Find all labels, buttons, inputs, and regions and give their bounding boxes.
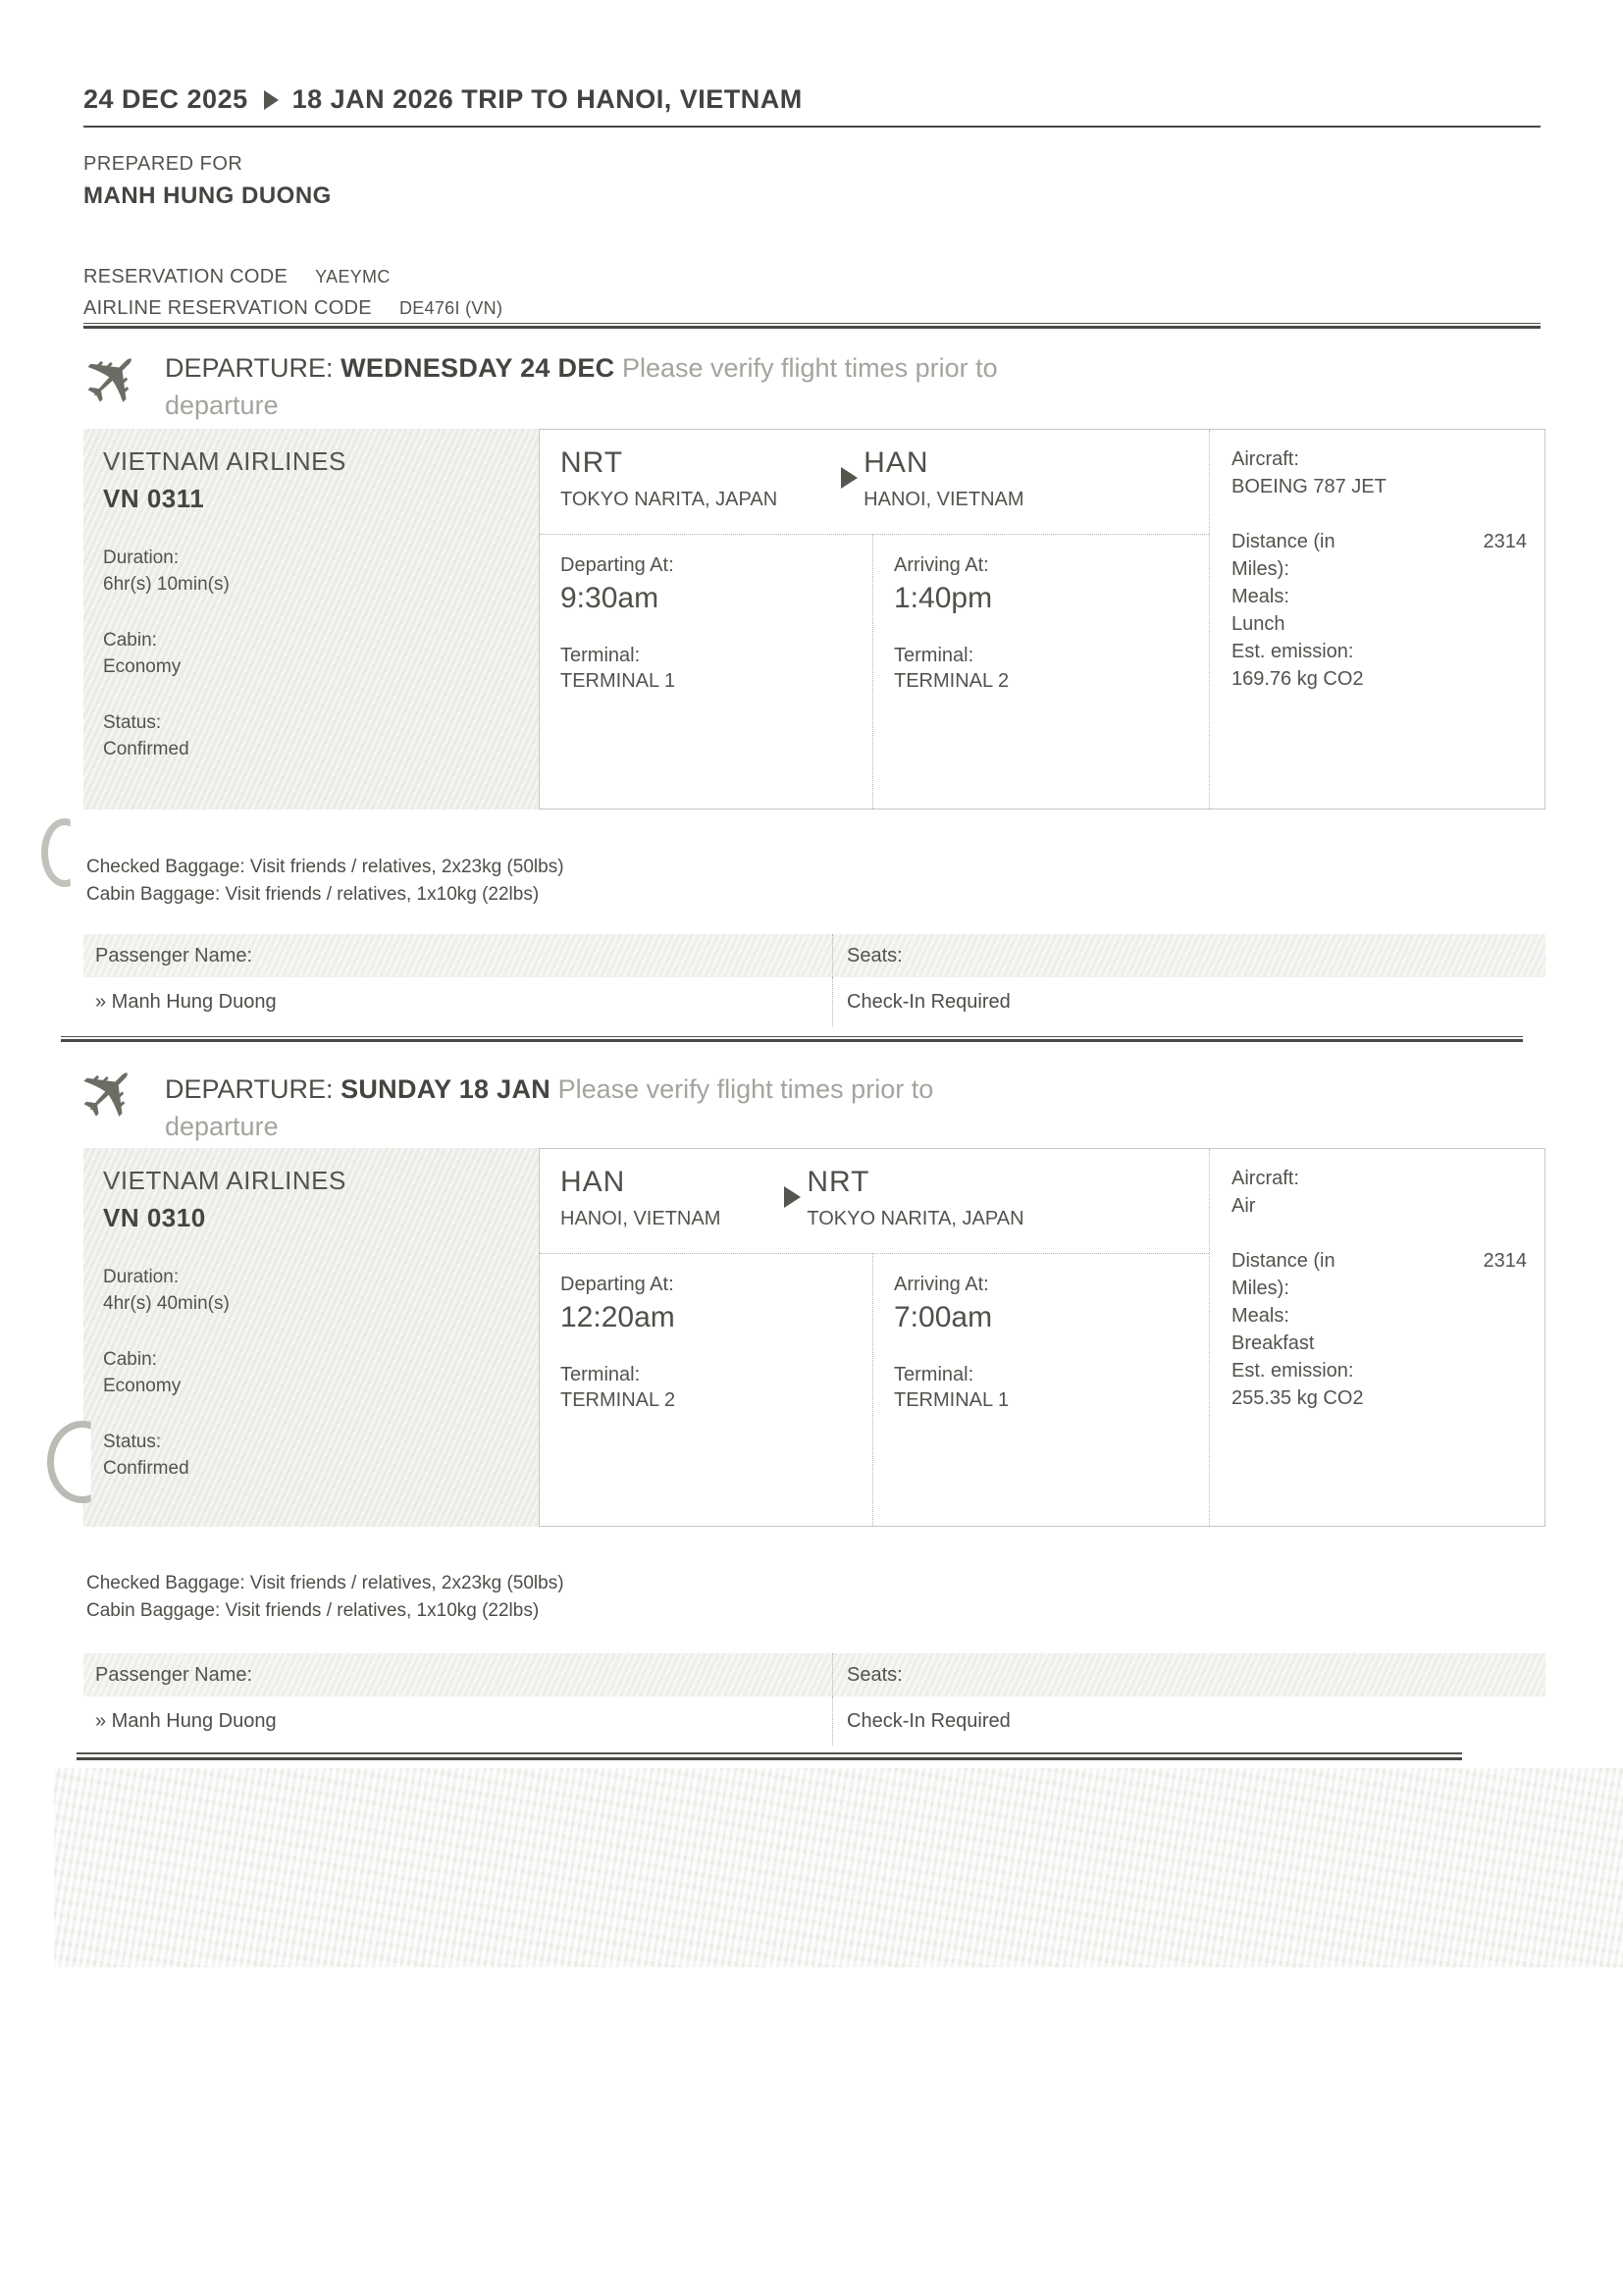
checked-baggage-line: Checked Baggage: Visit friends / relatives, 2x23kg (50lbs) <box>86 1573 564 1593</box>
airline-reservation-code-value: DE476I (VN) <box>398 298 503 318</box>
reservation-code-line <box>83 266 391 288</box>
cabin-label: Cabin: <box>103 1349 157 1370</box>
airline-name: VIETNAM AIRLINES <box>103 446 346 476</box>
aircraft-label: Aircraft: <box>1231 1168 1299 1189</box>
arriving-terminal-label: Terminal: <box>894 1364 974 1385</box>
passenger-table-row <box>83 977 1545 1026</box>
distance-label-line2: Miles): <box>1231 1278 1289 1299</box>
cabin-fact <box>103 1346 519 1399</box>
flight-summary-panel <box>83 1148 539 1527</box>
seats-header: Seats: <box>832 934 1545 977</box>
destination-airport <box>807 1165 1023 1231</box>
trip-end-date-and-destination: 18 JAN 2026 TRIP TO HANOI, VIETNAM <box>291 84 803 114</box>
destination-code: HAN <box>864 446 929 479</box>
departing-box <box>540 1254 872 1526</box>
traveler-name: MANH HUNG DUONG <box>83 183 332 209</box>
flight-detail-panel <box>539 429 1545 809</box>
passenger-table <box>83 934 1545 1026</box>
airline-name: VIETNAM AIRLINES <box>103 1166 346 1195</box>
meals-label: Meals: <box>1231 586 1289 607</box>
flight-summary-panel <box>83 429 539 809</box>
aircraft-info <box>1209 1149 1544 1526</box>
duration-label: Duration: <box>103 548 180 568</box>
meals-value: Breakfast <box>1231 1332 1315 1354</box>
page-title <box>83 84 803 115</box>
emission-value: 169.76 kg CO2 <box>1231 668 1364 690</box>
cabin-value: Economy <box>103 656 182 677</box>
meals-value: Lunch <box>1231 613 1285 635</box>
duration-fact <box>103 545 519 598</box>
times-row <box>540 1253 1209 1526</box>
arriving-terminal-label: Terminal: <box>894 645 974 666</box>
arriving-box <box>872 1254 1209 1526</box>
passenger-table-header <box>83 934 1545 977</box>
departing-terminal: TERMINAL 1 <box>560 670 676 692</box>
origin-code: NRT <box>560 446 624 479</box>
prepared-for-label: PREPARED FOR <box>83 153 243 175</box>
route-and-times <box>540 430 1209 809</box>
distance-value: 2314 <box>1483 531 1527 552</box>
passenger-table <box>83 1653 1545 1746</box>
duration-label: Duration: <box>103 1267 180 1287</box>
distance-row <box>1231 528 1527 555</box>
times-row <box>540 534 1209 809</box>
duration-fact <box>103 1264 519 1317</box>
meals-label: Meals: <box>1231 1305 1289 1327</box>
status-value: Confirmed <box>103 1458 189 1479</box>
departing-box <box>540 535 872 809</box>
checked-baggage-line: Checked Baggage: Visit friends / relatives, 2x23kg (50lbs) <box>86 857 564 877</box>
arriving-terminal: TERMINAL 2 <box>894 670 1010 692</box>
document-end-divider <box>77 1752 1462 1760</box>
reservation-code-label: RESERVATION CODE <box>83 266 288 287</box>
duration-value: 4hr(s) 40min(s) <box>103 1293 230 1314</box>
baggage-info <box>86 1570 1460 1625</box>
flight-card <box>83 429 1545 809</box>
departing-terminal: TERMINAL 2 <box>560 1389 676 1411</box>
passenger-name-value: » Manh Hung Duong <box>95 991 277 1013</box>
verify-note-line2: departure <box>165 391 279 420</box>
departing-time: 12:20am <box>560 1301 675 1333</box>
flight-number: VN 0311 <box>103 484 205 513</box>
verify-note-line2: departure <box>165 1112 279 1141</box>
aircraft-info <box>1209 430 1544 809</box>
arriving-time: 7:00am <box>894 1301 993 1333</box>
scan-artifact <box>41 818 88 887</box>
airline-reservation-code-line <box>83 297 502 320</box>
route-arrow-icon <box>784 1186 801 1208</box>
departing-terminal-label: Terminal: <box>560 1364 641 1385</box>
origin-code: HAN <box>560 1166 626 1198</box>
distance-row <box>1231 1247 1527 1275</box>
passenger-table-row <box>83 1696 1545 1746</box>
seats-header: Seats: <box>832 1653 1545 1696</box>
passenger-table-header <box>83 1653 1545 1696</box>
route-arrow-icon <box>841 467 858 489</box>
status-value: Confirmed <box>103 739 189 759</box>
title-arrow-icon <box>264 90 279 110</box>
airline-reservation-code-label: AIRLINE RESERVATION CODE <box>83 297 372 319</box>
cabin-label: Cabin: <box>103 630 157 651</box>
departing-time: 9:30am <box>560 582 659 614</box>
airplane-icon: ✈ <box>59 1042 160 1143</box>
duration-value: 6hr(s) 10min(s) <box>103 574 230 595</box>
origin-airport <box>560 1165 720 1231</box>
scan-noise-band <box>54 1768 1623 1967</box>
departure-heading <box>165 349 1391 424</box>
distance-label-line2: Miles): <box>1231 558 1289 580</box>
departure-date: SUNDAY 18 JAN <box>340 1074 551 1104</box>
status-label: Status: <box>103 712 162 733</box>
airplane-icon: ✈ <box>63 328 164 429</box>
title-divider <box>83 126 1541 128</box>
route-row <box>540 430 1209 534</box>
cabin-baggage-line: Cabin Baggage: Visit friends / relatives, 1x10kg (22lbs) <box>86 884 540 905</box>
departure-heading <box>165 1070 1391 1145</box>
baggage-info <box>86 854 1460 909</box>
arriving-box <box>872 535 1209 809</box>
distance-label: Distance (in <box>1231 1250 1335 1272</box>
seats-value: Check-In Required <box>832 1696 1545 1746</box>
destination-airport <box>864 445 1023 512</box>
destination-city: TOKYO NARITA, JAPAN <box>807 1208 1024 1229</box>
passenger-name-header: Passenger Name: <box>95 1664 253 1686</box>
departure-date: WEDNESDAY 24 DEC <box>340 353 615 383</box>
seats-value: Check-In Required <box>832 977 1545 1026</box>
status-fact <box>103 709 519 762</box>
section-divider <box>61 1036 1523 1042</box>
flight-detail-panel <box>539 1148 1545 1527</box>
cabin-baggage-line: Cabin Baggage: Visit friends / relatives, 1x10kg (22lbs) <box>86 1600 540 1621</box>
departure-label: DEPARTURE: <box>165 353 334 383</box>
section-divider <box>83 323 1541 329</box>
status-fact <box>103 1429 519 1482</box>
arriving-terminal: TERMINAL 1 <box>894 1389 1010 1411</box>
arriving-time: 1:40pm <box>894 582 993 614</box>
status-label: Status: <box>103 1432 162 1452</box>
cabin-fact <box>103 627 519 680</box>
verify-note: Please verify flight times prior to <box>557 1074 934 1104</box>
aircraft-value: BOEING 787 JET <box>1231 476 1387 497</box>
departing-terminal-label: Terminal: <box>560 645 641 666</box>
origin-city: HANOI, VIETNAM <box>560 1208 721 1229</box>
aircraft-label: Aircraft: <box>1231 448 1299 470</box>
trip-start-date: 24 DEC 2025 <box>83 84 248 114</box>
verify-note: Please verify flight times prior to <box>621 353 998 383</box>
destination-city: HANOI, VIETNAM <box>864 489 1024 510</box>
departure-label: DEPARTURE: <box>165 1074 334 1104</box>
route-and-times <box>540 1149 1209 1526</box>
arriving-label: Arriving At: <box>894 554 989 576</box>
aircraft-value: Air <box>1231 1195 1256 1217</box>
flight-number: VN 0310 <box>103 1203 206 1232</box>
emission-label: Est. emission: <box>1231 1360 1354 1382</box>
departing-label: Departing At: <box>560 1274 674 1295</box>
passenger-name-header: Passenger Name: <box>95 945 253 966</box>
passenger-name-value: » Manh Hung Duong <box>95 1710 277 1732</box>
cabin-value: Economy <box>103 1376 182 1396</box>
emission-value: 255.35 kg CO2 <box>1231 1387 1364 1409</box>
origin-city: TOKYO NARITA, JAPAN <box>560 489 778 510</box>
destination-code: NRT <box>807 1166 870 1198</box>
distance-label: Distance (in <box>1231 531 1335 552</box>
departing-label: Departing At: <box>560 554 674 576</box>
reservation-code-value: YAEYMC <box>315 267 391 287</box>
flight-card <box>83 1148 1545 1527</box>
emission-label: Est. emission: <box>1231 641 1354 662</box>
distance-value: 2314 <box>1483 1250 1527 1272</box>
origin-airport <box>560 445 777 512</box>
route-row <box>540 1149 1209 1253</box>
arriving-label: Arriving At: <box>894 1274 989 1295</box>
